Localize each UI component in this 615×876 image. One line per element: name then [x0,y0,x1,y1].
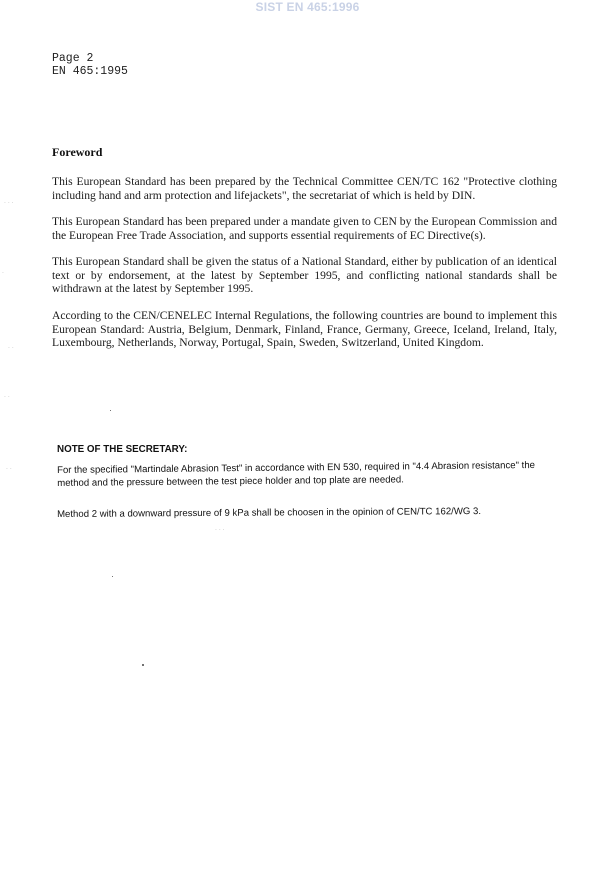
page-header [52,52,128,78]
foreword-paragraph-2: This European Standard has been prepared under a mandate given to CEN by the European Commission and the European Free Trade Association, and supports essential requirements of EC Directive(s). [52,215,557,242]
scan-speck: · · [6,466,12,473]
scan-speck: · · [8,345,14,352]
scan-dot [142,664,144,666]
scan-dot [112,576,113,577]
foreword-paragraph-3: This European Standard shall be given the status of a National Standard, either by publication of an identical text or by endorsement, at the latest by September 1995, and conflicting national standards shall be withdrawn at the latest by September 1995. [52,255,557,296]
scan-speck: · [2,270,4,277]
foreword-heading: Foreword [52,145,103,159]
standard-number: EN 465:1995 [52,65,128,78]
page-number: Page 2 [52,52,94,65]
scan-speck: · · [4,394,10,401]
note-paragraph-2: Method 2 with a downward pressure of 9 kPa shall be choosen in the opinion of CEN/TC 162/WG 3. [57,506,482,520]
foreword-paragraph-4: According to the CEN/CENELEC Internal Regulations, the following countries are bound to implement this European Standard: Austria, Belgium, Denmark, Finland, France, Germany, Greece, Iceland, Ireland, Italy, Luxembourg, Netherlands, Norway, Portugal, Spain, Sweden, Switzerland, United Kingdom. [52,309,557,350]
foreword-paragraph-1: This European Standard has been prepared by the Technical Committee CEN/TC 162 "Protective clothing including hand and arm protection and lifejackets", the secretariat of which is held by DIN. [52,175,557,202]
note-heading: NOTE OF THE SECRETARY: [57,444,188,455]
scan-speck: · · · [4,200,14,207]
watermark: SIST EN 465:1996 [255,0,360,14]
scan-dot [110,410,111,411]
scan-speck: · · · [215,527,225,534]
note-paragraph-1: For the specified "Martindale Abrasion Test" in accordance with EN 530, required in "4.4 Abrasion resistance" the method and the pressure between the test piece holder and top plate are needed. [57,459,536,489]
